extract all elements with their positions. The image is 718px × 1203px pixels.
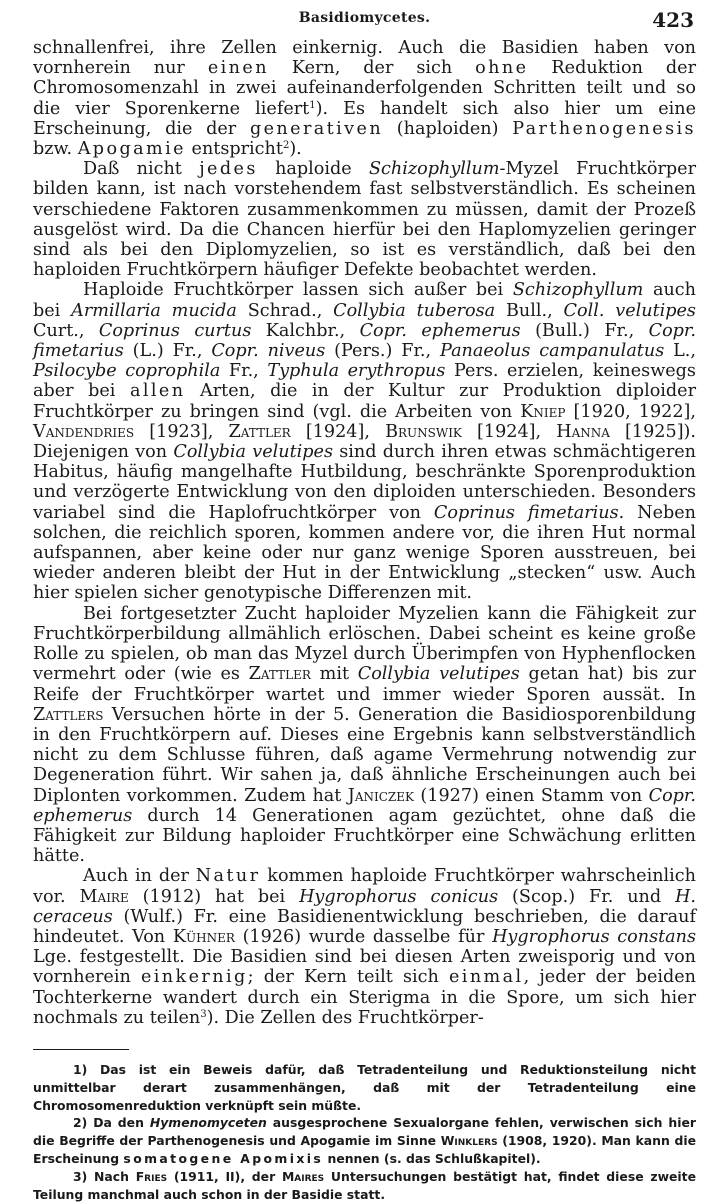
text-run: (1927) einen Stamm von xyxy=(414,785,649,806)
text-run: (Wulf.) Fr. eine Basidienentwicklung beschrieben, die darauf hindeutet. Von xyxy=(33,906,696,947)
text-run: Fr., xyxy=(220,361,268,382)
running-title: Basidiomycetes. xyxy=(298,10,431,26)
author-name: Zattlers xyxy=(33,704,104,725)
footnote-ref: 2 xyxy=(282,140,290,152)
taxon-name: Hymenomyceten xyxy=(149,1115,267,1131)
species-name: Hygrophorus conicus xyxy=(299,886,499,907)
text-run: Versuchen hörte in der 5. Generation die Basidiosporenbildung in den Fruchtkörpern auf. Dieses eine Ergebnis kann selbstverständlich nicht zu dem Schlusse führen, daß agame Vermehrung notwendig zur Degeneration führt. Wir sahen ja, daß ähnliche Erscheinungen auch bei Diplonten vorkommen. Zudem hat xyxy=(33,704,696,806)
species-name: Hygrophorus constans xyxy=(492,926,697,947)
text-run: Reduktion der Chromosomenzahl in zwei aufeinanderfolgenden Schritten teilt und so die vier Sporenkerne liefert xyxy=(33,58,696,119)
spaced-emphasis: ohne xyxy=(475,58,529,79)
text-run: nennen (s. das Schlußkapitel). xyxy=(323,1150,541,1166)
author-name: Zattler xyxy=(248,664,311,685)
text-run: ). xyxy=(289,139,302,160)
species-name: Armillaria mucida xyxy=(71,300,237,321)
author-name: Fries xyxy=(135,1168,168,1184)
species-name: Coll. velutipes xyxy=(563,300,696,321)
text-run: . Neben solchen, die reichlich sporen, kommen andere vor, die ihren Hut normal aufspannen, aber keine oder nur ganz wenige Sporen ausstreuen, bei wieder anderen bleibt der Hut in der Entwicklung „stecken“ usw. Auch hier spielen sicher genotypische Differenzen mit. xyxy=(33,502,696,604)
text-run: 2) Da den xyxy=(73,1115,150,1131)
text-run: Pers. erzielen, keineswegs aber bei xyxy=(33,361,696,402)
text-run: schnallenfrei, ihre Zellen einkernig. Auch die Basidien haben von vornherein nur xyxy=(33,38,696,79)
species-name: Coprinus fimetarius xyxy=(433,502,619,523)
paragraph xyxy=(33,604,696,867)
text-run: (L.) Fr., xyxy=(123,341,212,362)
paragraph xyxy=(33,866,696,1028)
species-name: H. ceraceus xyxy=(33,886,696,927)
text-run: Daß nicht xyxy=(83,159,200,180)
text-run: Kern, der sich xyxy=(268,58,476,79)
spaced-emphasis: Apogamie xyxy=(77,139,186,160)
text-run: [1925]). Diejenigen von xyxy=(33,421,697,463)
text-run: (Bull.) Fr., xyxy=(520,320,649,341)
species-name: Collybia tuberosa xyxy=(333,300,496,321)
text-run: (1926) wurde dasselbe für xyxy=(234,926,493,947)
author-name: Kühner xyxy=(172,926,235,947)
text-run: Untersuchungen bestätigt hat, findet diese zweite Teilung manchmal auch schon in der Basidie statt. xyxy=(33,1168,696,1202)
text-run: (Scop.) Fr. und xyxy=(498,886,676,907)
author-name: Winklers xyxy=(440,1133,498,1149)
author-name: Zattler xyxy=(228,421,291,442)
spaced-emphasis: einen xyxy=(207,58,269,79)
text-run: -Myzel Fruchtkörper bilden kann, ist nach vorstehendem fast selbstverständlich. Es scheinen verschiedene Faktoren zusammenkommen zu müssen, damit der Prozeß ausgelöst wird. Da die Chancen hierfür bei den Haplomyzelien geringer sind als bei den Diplomyzelien, so ist es verständlich, daß bei den haploiden Fruchtkörpern häufiger Defekte beobachtet werden. xyxy=(33,159,696,281)
text-run: (Pers.) Fr., xyxy=(325,341,441,362)
footnotes xyxy=(33,1061,696,1203)
page-header xyxy=(33,8,696,38)
text-run: haploide xyxy=(257,159,369,180)
text-run: Kalchbr., xyxy=(251,320,360,341)
spaced-emphasis: generativen xyxy=(249,118,384,139)
spaced-emphasis: jedes xyxy=(199,159,258,180)
spaced-emphasis: Natur xyxy=(195,866,261,887)
text-run: Haploide Fruchtkörper lassen sich außer bei xyxy=(83,280,513,301)
text-run: (1908, 1920). Man kann die Erscheinung xyxy=(33,1133,696,1166)
species-name: Schizophyllum xyxy=(369,159,500,180)
text-run: (1912) hat bei xyxy=(128,886,300,907)
text-run: [1924], xyxy=(461,421,557,442)
spaced-emphasis: allen xyxy=(129,381,186,402)
page-number: 423 xyxy=(652,8,694,32)
species-name: Typhula erythropus xyxy=(267,361,446,382)
text-run: , jeder der beiden Tochterkerne wandert durch ein Sterigma in die Spore, um sich hier nochmals zu teilen xyxy=(33,967,696,1028)
footnote xyxy=(33,1168,696,1203)
author-name: Vandendries xyxy=(33,421,135,442)
text-run: Bei fortgesetzter Zucht haploider Myzelien kann die Fähigkeit zur Fruchtkörperbildung allmählich erlöschen. Dabei scheint es keine große Rolle zu spielen, ob man das Myzel durch Überimpfen von Hyphenflocken vermehrt oder (wie es xyxy=(33,603,696,685)
text-run: sind durch ihren etwas schmächtigeren Habitus, häufig mangelhafte Hutbildung, beschränkte Sporenproduktion und verzögerte Entwicklung von den diploiden unterschieden. Besonders variabel sind die Haplofruchtkörper von xyxy=(33,442,697,523)
text-run: kommen haploide Fruchtkörper wahrscheinlich vor. xyxy=(33,866,696,907)
footnote-ref: 1 xyxy=(309,99,316,111)
text-run: [1920, 1922], xyxy=(565,401,697,422)
paragraph xyxy=(33,159,696,280)
author-name: Janiczek xyxy=(347,785,414,806)
author-name: Kniep xyxy=(520,401,566,422)
text-run: Arten, die in der Kultur zur Produktion diploider Fruchtkörper zu bringen sind (vgl. die Arbeiten von xyxy=(33,381,696,422)
text-run: [1923], xyxy=(134,421,229,442)
author-name: Maire xyxy=(79,886,129,907)
text-run: ausgesprochene Sexualorgane fehlen, verwischen sich hier die Begriffe der Parthenogenesis und Apogamie im Sinne xyxy=(33,1115,696,1149)
footnote-ref: 3 xyxy=(200,1008,207,1020)
footnote-separator xyxy=(33,1049,129,1050)
text-run: 3) Nach xyxy=(73,1168,136,1184)
species-name: Copr. fimetarius xyxy=(33,320,696,362)
species-name: Copr. ephemerus xyxy=(359,320,521,341)
text-run: ). Die Zellen des Fruchtkörper- xyxy=(206,1007,484,1028)
text-run: getan hat) bis zur Reife der Fruchtkörper wartet und immer wieder Sporen aussät. In xyxy=(33,664,696,705)
species-name: Collybia velutipes xyxy=(357,664,520,685)
author-name: Brunswik xyxy=(385,421,462,442)
author-name: Maires xyxy=(281,1168,325,1184)
text-run: durch 14 Generationen agam gezüchtet, ohne daß die Fähigkeit zur Bildung haploider Fruchtkörper eine Schwächung erlitten hätte. xyxy=(33,805,696,867)
paragraph xyxy=(33,280,696,603)
text-run: (haploiden) xyxy=(383,118,513,139)
text-run: Auch in der xyxy=(83,866,196,887)
species-name: Copr. niveus xyxy=(211,341,326,362)
paragraph xyxy=(33,38,696,159)
species-name: Panaeolus campanulatus xyxy=(440,341,665,362)
text-run: auch bei xyxy=(33,280,696,321)
species-name: Schizophyllum xyxy=(512,280,644,301)
species-name: Psilocybe coprophila xyxy=(33,361,221,382)
text-run: entspricht xyxy=(185,139,283,160)
spaced-emphasis: somatogene Apomixis xyxy=(123,1150,324,1166)
species-name: Copr. ephemerus xyxy=(33,785,696,826)
spaced-emphasis: Parthenogenesis xyxy=(512,118,696,139)
footnote xyxy=(33,1061,696,1114)
species-name: Collybia velutipes xyxy=(173,442,333,463)
text-run: Schrad., xyxy=(236,300,334,321)
species-name: Coprinus curtus xyxy=(98,320,252,341)
text-run: [1924], xyxy=(290,421,386,442)
spaced-emphasis: einkernig xyxy=(140,967,248,988)
text-run: Lge. festgestellt. Die Basidien sind bei diesen Arten zweisporig und von vornherein xyxy=(33,947,696,988)
author-name: Hanna xyxy=(556,421,610,442)
text-run: ). Es handelt sich also hier um eine Erscheinung, die der xyxy=(33,98,696,139)
text-run: mit xyxy=(310,664,358,685)
text-run: L., xyxy=(664,341,696,362)
body-text xyxy=(33,38,696,1028)
footnote xyxy=(33,1114,696,1167)
text-run: 1) Das ist ein Beweis dafür, daß Tetradenteilung und Reduktionsteilung nicht unmittelbar derart zusammenhängen, daß mit der Tetradenteilung eine Chromosomenreduktion verknüpft sein müßte. xyxy=(33,1061,696,1113)
text-run: (1911, II), der xyxy=(167,1168,282,1184)
text-run: Curt., xyxy=(33,320,99,341)
spaced-emphasis: einmal xyxy=(448,967,524,988)
text-run: ; der Kern teilt sich xyxy=(247,967,449,988)
text-run: bzw. xyxy=(33,139,78,160)
text-run: Bull., xyxy=(495,300,564,321)
